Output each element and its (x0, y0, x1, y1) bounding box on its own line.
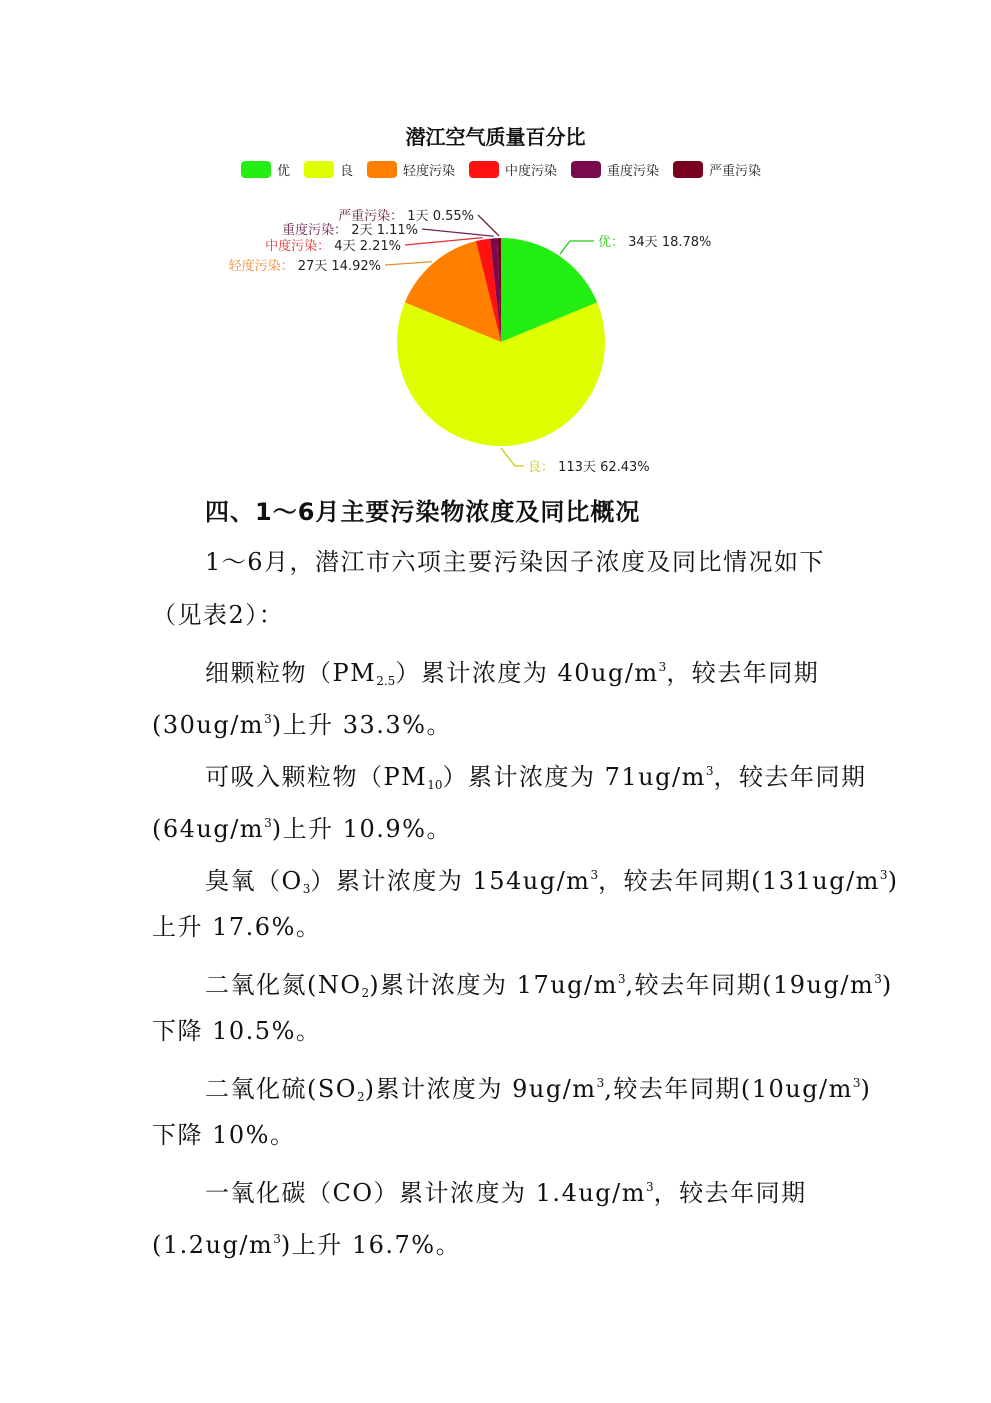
pie-label-good: 良： 113天 62.43% (528, 460, 650, 475)
co-line: $(1.2ug/m^3)$上升 16.7%。 (152, 1231, 462, 1259)
o3-line: 臭氧$(O_3)$累计浓度为 $154ug/m^3$，较去年同期$(131ug/m^3)$ (205, 867, 899, 896)
legend-item-excellent[interactable] (241, 160, 290, 179)
legend-label: 严重污染 (709, 164, 762, 179)
pm25-line: 细颗粒物$(PM_{2.5})$累计浓度为 $40ug/m^3$，较去年同期 (205, 659, 820, 688)
pie-label-excellent: 优： 34天 18.78% (598, 235, 712, 250)
pm10-line: 可吸入颗粒物$(PM_{10})$累计浓度为 $71ug/m^3$，较去年同期 (205, 763, 867, 792)
legend-item-heavy-pollution[interactable] (571, 160, 659, 179)
pie-chart (0, 190, 991, 490)
intro-line: （见表2）： (152, 601, 285, 629)
legend-item-light-pollution[interactable] (367, 160, 455, 179)
label-leader-line (501, 448, 524, 466)
pie-label-moderate-pollution: 中度污染： 4天 2.21% (265, 239, 401, 254)
legend-item-moderate-pollution[interactable] (469, 160, 557, 179)
legend-item-severe-pollution[interactable] (673, 160, 761, 179)
legend-swatch (571, 161, 601, 178)
no2-line: 二氧化氮$(NO_2)$累计浓度为 $17ug/m^3$,较去年同期$(19ug/m^3)$ (205, 971, 893, 1000)
so2-line: 二氧化硫$(SO_2)$累计浓度为 $9ug/m^3$,较去年同期$(10ug/m^3)$ (205, 1075, 872, 1104)
legend-swatch (304, 161, 334, 178)
legend-label: 轻度污染 (402, 164, 455, 179)
label-leader-line (478, 215, 499, 236)
legend-label: 优 (276, 164, 290, 179)
chart-title: 潜江空气质量百分比 (405, 125, 586, 149)
o3-line: 上升 17.6%。 (152, 913, 322, 941)
legend-swatch (673, 161, 703, 178)
pie-label-severe-pollution: 严重污染： 1天 0.55% (338, 209, 474, 224)
legend-label: 良 (339, 164, 353, 179)
label-leader-line (385, 262, 432, 265)
section-heading: 四、1～6月主要污染物浓度及同比概况 (205, 498, 641, 526)
legend-swatch (469, 161, 499, 178)
legend-swatch (241, 161, 271, 178)
pie-label-light-pollution: 轻度污染： 27天 14.92% (228, 259, 381, 274)
legend-label: 中度污染 (505, 164, 558, 179)
co-line: 一氧化碳（CO）累计浓度为 $1.4ug/m^3$，较去年同期 (205, 1179, 807, 1207)
label-leader-line (422, 229, 494, 236)
label-leader-line (560, 241, 594, 254)
legend-label: 重度污染 (607, 164, 660, 179)
pie-label-heavy-pollution: 重度污染： 2天 1.11% (282, 223, 418, 238)
pm10-line: $(64ug/m^3)$上升 10.9%。 (152, 815, 452, 843)
chart-legend (0, 160, 991, 179)
legend-swatch (367, 161, 397, 178)
so2-line: 下降 10%。 (152, 1121, 296, 1149)
pm25-line: $(30ug/m^3)$上升 33.3%。 (152, 711, 452, 739)
no2-line: 下降 10.5%。 (152, 1017, 322, 1045)
intro-line: 1～6月，潜江市六项主要污染因子浓度及同比情况如下 (205, 548, 826, 576)
legend-item-good[interactable] (304, 160, 353, 179)
